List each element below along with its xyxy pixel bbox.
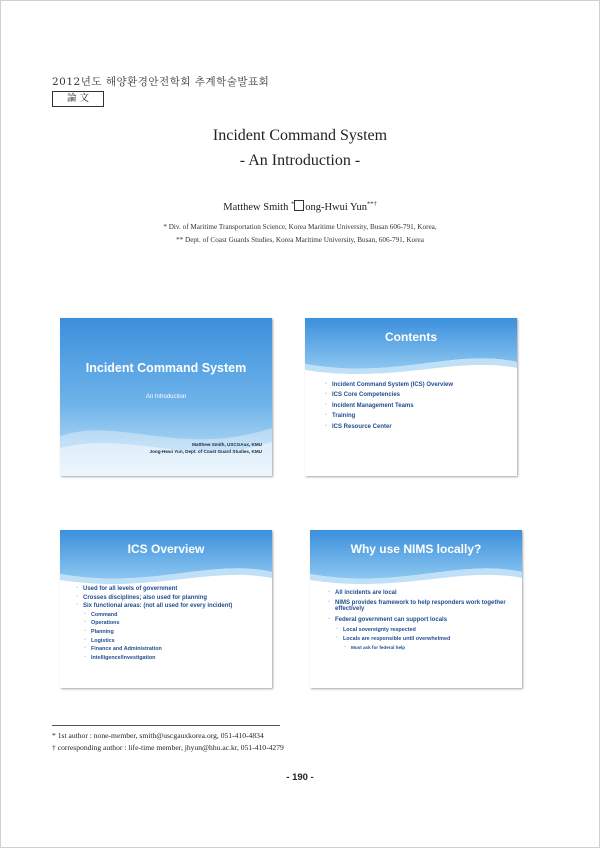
list-subitem: ▫ Finance and Administration bbox=[84, 646, 232, 652]
list-subitem: ▫ Locals are responsible until overwhelmed bbox=[336, 636, 513, 642]
nims-list bbox=[328, 590, 513, 653]
list-item: ▫ Used for all levels of government bbox=[76, 586, 232, 592]
slide-why-nims bbox=[310, 530, 522, 688]
list-item: ▫ Training bbox=[325, 413, 453, 419]
author-2: ong-Hwui Yun bbox=[305, 202, 367, 213]
paper-title: Incident Command System bbox=[212, 127, 388, 144]
footnote-rule bbox=[52, 725, 280, 726]
list-subitem: ▫ Operations bbox=[84, 620, 232, 626]
slide-header-wave bbox=[305, 318, 517, 380]
author-1: Matthew Smith bbox=[223, 202, 289, 213]
slide-title-heading: Incident Command System bbox=[85, 361, 247, 375]
affiliation-2: ** Dept. of Coast Guards Studies, Korea Maritime University, Busan, 606-791, Korea bbox=[176, 236, 424, 244]
slide-header-wave bbox=[310, 530, 522, 592]
slide-ics-overview bbox=[60, 530, 272, 688]
list-item: ▫ Federal government can support locals bbox=[328, 617, 513, 623]
list-subsubitem: ▫ Must ask for federal help bbox=[344, 645, 513, 650]
affiliation-1: * Div. of Maritime Transportation Science, Korea Maritime University, Busan 606-791, Korea, bbox=[163, 223, 437, 231]
author-2-mark: **† bbox=[366, 200, 377, 208]
list-subitem: ▫ Intelligence/Investigation bbox=[84, 655, 232, 661]
list-item: ▫ Six functional areas: (not all used for every incident) bbox=[76, 603, 232, 609]
author-1-mark: * bbox=[290, 200, 295, 208]
list-subitem: ▫ Command bbox=[84, 612, 232, 618]
paper-type-label: 論 文 bbox=[52, 91, 104, 107]
list-item: ▫ Incident Command System (ICS) Overview bbox=[325, 382, 453, 388]
paper-subtitle: - An Introduction - bbox=[239, 152, 361, 169]
author-line bbox=[0, 200, 600, 213]
slide-header-wave bbox=[60, 530, 272, 592]
list-subitem: ▫ Local sovereignty respected bbox=[336, 627, 513, 633]
slide-contents bbox=[305, 318, 517, 476]
list-subitem: ▫ Logistics bbox=[84, 638, 232, 644]
list-item: ▫ ICS Core Competencies bbox=[325, 392, 453, 398]
page-number: - 190 - bbox=[286, 772, 314, 783]
slide-byline-1: Matthew Smith, USCGAux, KMU bbox=[192, 442, 262, 447]
list-item: ▫ NIMS provides framework to help responders work together effectively bbox=[328, 600, 513, 612]
list-item: ▫ All incidents are local bbox=[328, 590, 513, 596]
footnote-first-author: * 1st author : none-member, smith@uscgauxkorea.org, 051-410-4834 bbox=[52, 731, 264, 740]
footnote-corresponding-author: † corresponding author : life-time member, jhyun@hhu.ac.kr, 051-410-4279 bbox=[52, 743, 284, 752]
list-item: ▫ ICS Resource Center bbox=[325, 424, 453, 430]
overview-list bbox=[76, 586, 232, 663]
slide-title bbox=[60, 318, 272, 476]
slide-overview-heading: ICS Overview bbox=[127, 542, 205, 556]
conference-name: 2012년도 해양환경안전학회 추계학술발표회 bbox=[52, 76, 270, 88]
slide-title-subtitle: An Introduction bbox=[145, 394, 187, 400]
slide-byline-2: Jong-Hwui Yun, Dept. of Coast Guard Studies, KMU bbox=[149, 449, 262, 454]
slide-contents-heading: Contents bbox=[385, 330, 437, 344]
missing-glyph-box bbox=[294, 200, 304, 211]
list-item: ▫ Incident Management Teams bbox=[325, 403, 453, 409]
list-item: ▫ Crosses disciplines; also used for planning bbox=[76, 595, 232, 601]
contents-list bbox=[325, 382, 453, 434]
list-subitem: ▫ Planning bbox=[84, 629, 232, 635]
slide-nims-heading: Why use NIMS locally? bbox=[350, 542, 482, 556]
